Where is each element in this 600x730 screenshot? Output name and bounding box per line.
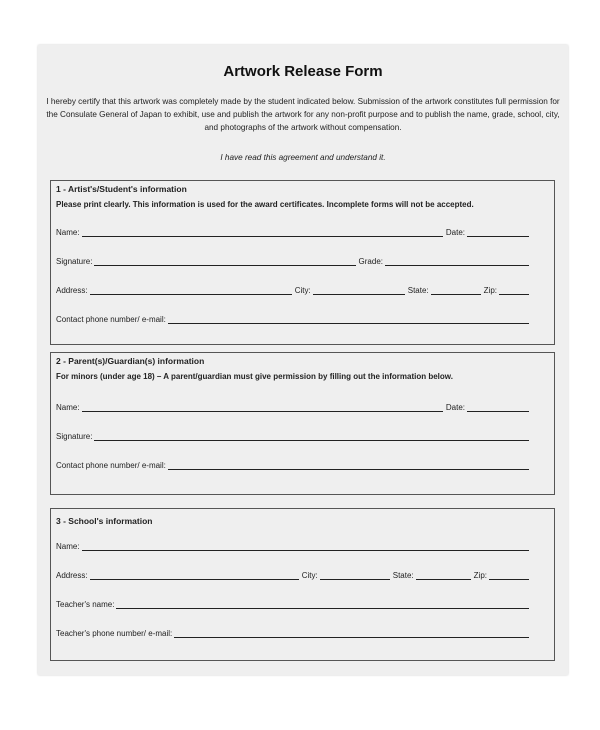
teacher-name-label: Teacher's name: [56, 600, 115, 609]
date-label: Date: [445, 403, 465, 412]
name-label: Name: [56, 403, 80, 412]
teacher-contact-field[interactable] [174, 629, 529, 638]
contact-field[interactable] [168, 461, 529, 470]
signature-field[interactable] [94, 257, 355, 266]
city-field[interactable] [320, 571, 390, 580]
school-section [50, 508, 555, 661]
form-title: Artwork Release Form [223, 63, 383, 80]
teacher-contact-label: Teacher's phone number/ e-mail: [56, 629, 173, 638]
contact-label: Contact phone number/ e-mail: [56, 315, 166, 324]
intro-text: I hereby certify that this artwork was completely made by the student indicated below. Submission of the artwork constitutes full permission for the Consulate General of Japan to exhibit, use and publish the artwork for any non-profit purpose and to publish the name, grade, school, city, and photographs of the artwork without compensation. [46, 97, 560, 132]
contact-field[interactable] [168, 315, 529, 324]
zip-label: Zip: [473, 571, 487, 580]
section-heading: 3 - School's information [56, 516, 153, 526]
section-heading: 1 - Artist's/Student's information [56, 184, 187, 194]
city-field[interactable] [313, 286, 405, 295]
date-label: Date: [445, 228, 465, 237]
address-label: Address: [56, 571, 88, 580]
section-heading: 2 - Parent(s)/Guardian(s) information [56, 356, 205, 366]
zip-field[interactable] [499, 286, 529, 295]
address-field[interactable] [90, 286, 292, 295]
contact-label: Contact phone number/ e-mail: [56, 461, 166, 470]
guardian-section [50, 352, 555, 495]
zip-label: Zip: [483, 286, 497, 295]
acknowledgement-text: I have read this agreement and understand it. [220, 153, 386, 162]
name-field[interactable] [82, 403, 443, 412]
address-label: Address: [56, 286, 88, 295]
state-field[interactable] [431, 286, 481, 295]
section-note: For minors (under age 18) – A parent/guardian must give permission by filling out the information below. [56, 372, 453, 381]
teacher-name-field[interactable] [116, 600, 529, 609]
signature-label: Signature: [56, 432, 93, 441]
name-label: Name: [56, 228, 80, 237]
city-label: City: [294, 286, 311, 295]
zip-field[interactable] [489, 571, 529, 580]
state-label: State: [407, 286, 429, 295]
date-field[interactable] [467, 228, 529, 237]
signature-field[interactable] [94, 432, 529, 441]
state-label: State: [392, 571, 414, 580]
state-field[interactable] [416, 571, 471, 580]
city-label: City: [301, 571, 318, 580]
form-page [38, 45, 568, 675]
name-label: Name: [56, 542, 80, 551]
artist-section [50, 180, 555, 345]
grade-label: Grade: [358, 257, 383, 266]
date-field[interactable] [467, 403, 529, 412]
name-field[interactable] [82, 542, 529, 551]
address-field[interactable] [90, 571, 299, 580]
signature-label: Signature: [56, 257, 93, 266]
section-note: Please print clearly. This information is used for the award certificates. Incomplete forms will not be accepted. [56, 200, 474, 209]
grade-field[interactable] [385, 257, 529, 266]
name-field[interactable] [82, 228, 443, 237]
